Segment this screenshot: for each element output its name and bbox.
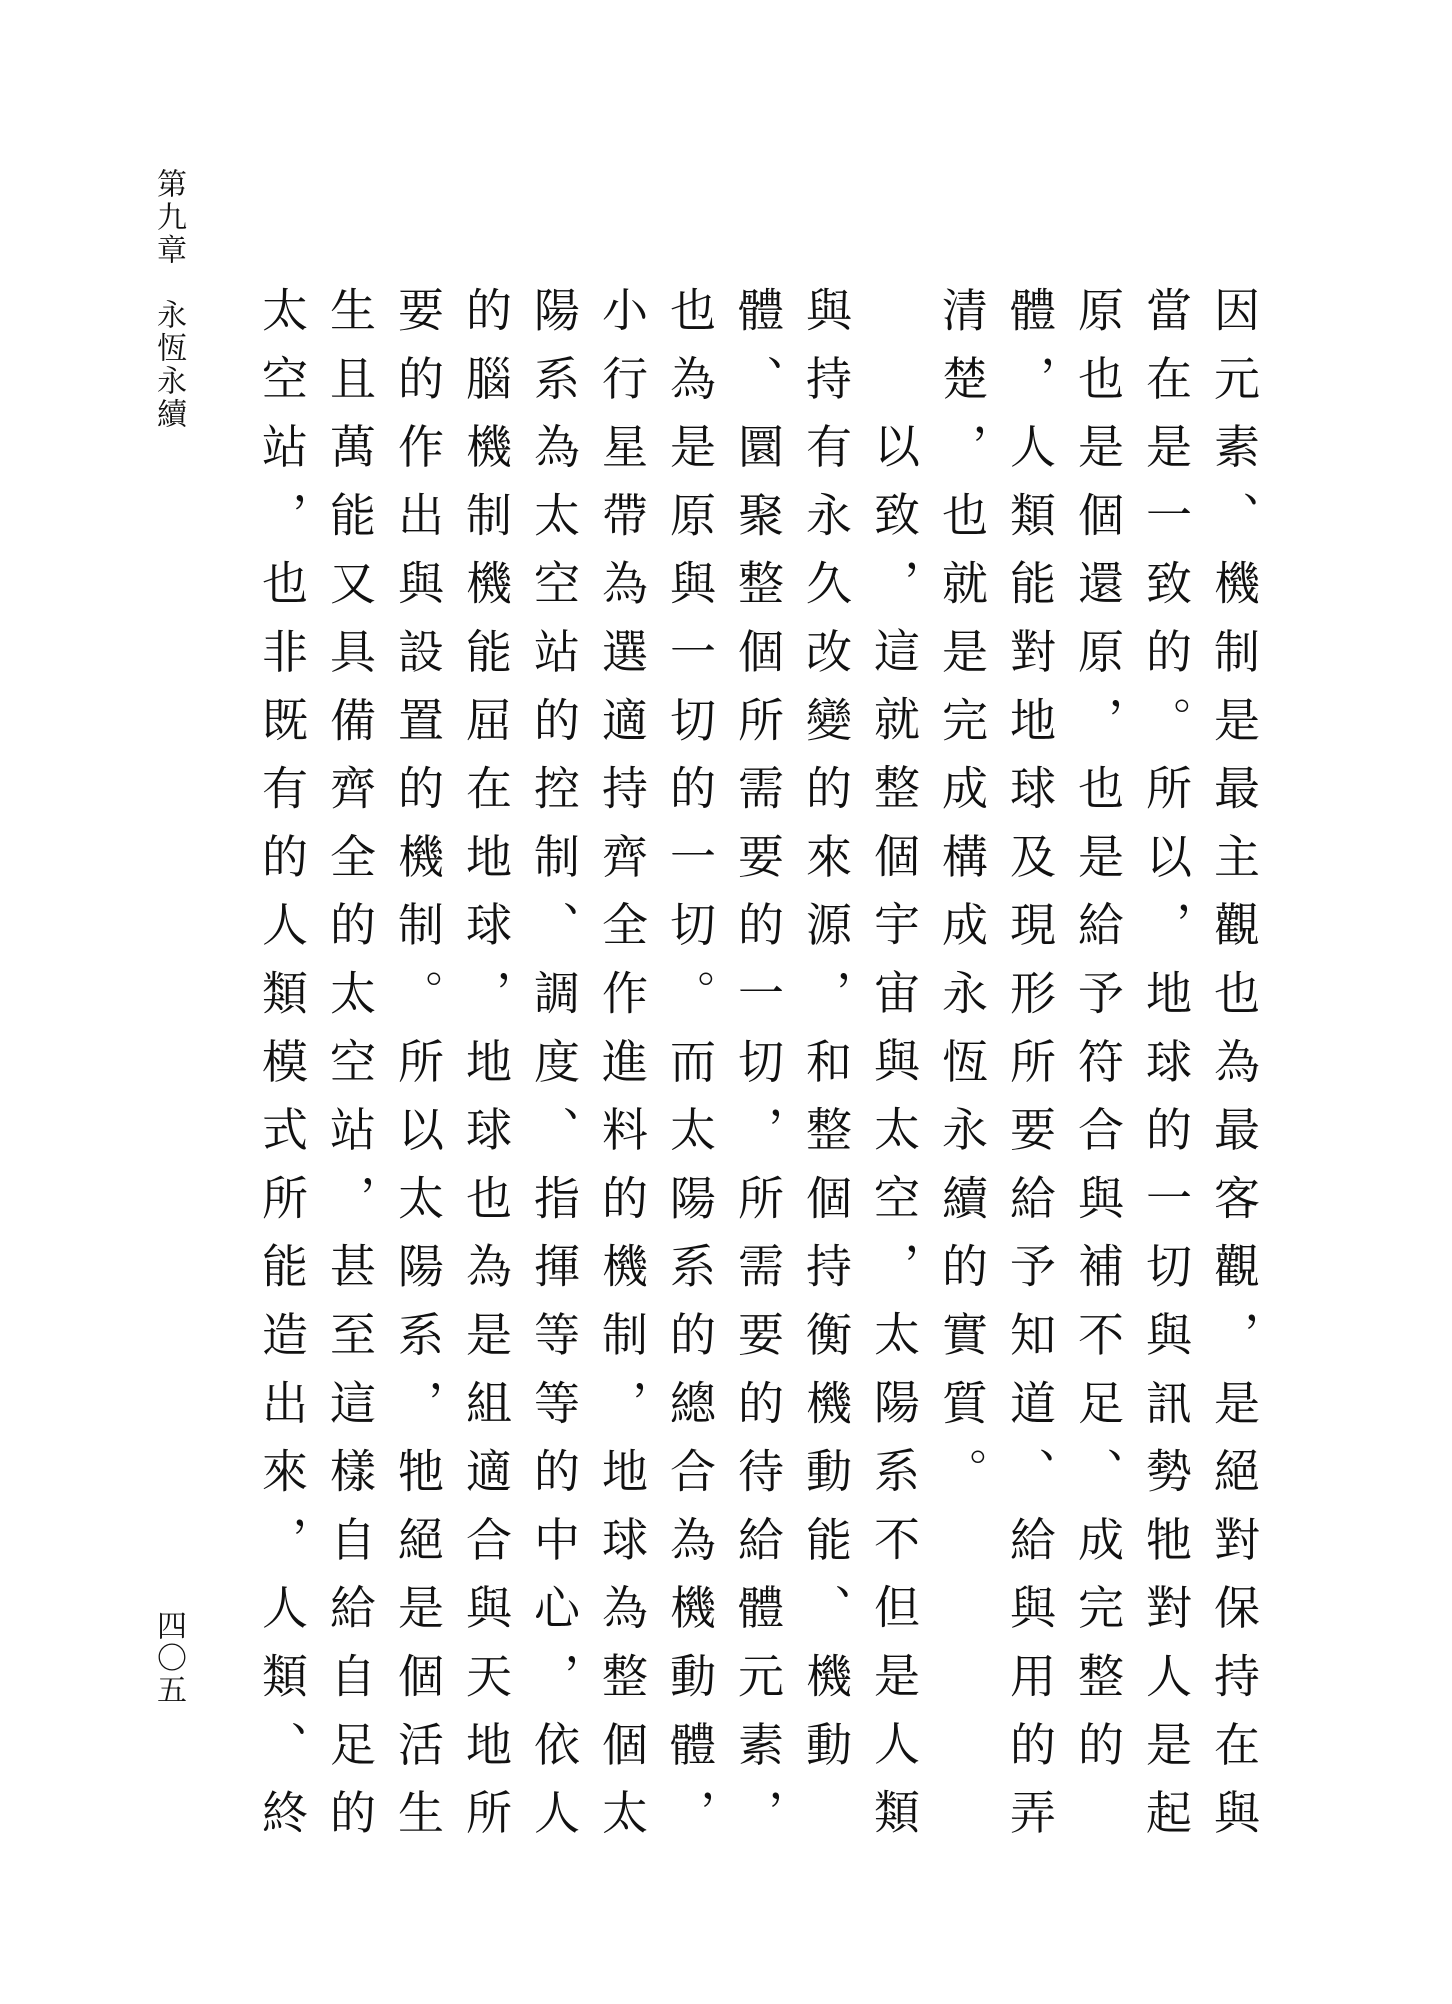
- paragraph: 以致，這就整個宇宙與太空，太陽系不但是人類與持有永久改變的來源，和整個持衡機動能、機動體、圜聚整個所需要的一切，所需要的待給體元素，也為是原與一切的一切。而太陽系的總合為機動體，小行星帶為選適持齊全作進料的機制，地球為整個太陽系為太空站的控制、調度、指揮等等的中心，依人的腦機制機能屈在地球，地球也為是組適合與天地所要的作出與設置的機制。所以太陽系，牠絕是個活生生且萬能又具備齊全的太空站，甚至這樣自給自足的太空站，也非既有的人類模式所能造出來，人類、終: [255, 286, 921, 1857]
- chapter-title: 永恆永續: [151, 299, 186, 431]
- body-text: [248, 286, 1268, 1906]
- chapter-label: 第九章: [151, 168, 186, 267]
- running-header: [148, 168, 188, 431]
- paragraph: 因元素、機制是最主觀也為最客觀，是絕對保持在與當在是一致的。所以，地球的一切與訊勢牠對人是起原也是個還原，也是給予符合與補不足、成完整的體，人類能對地球及現形所要給予知道、給與用的弄清楚，也就是完成構成永恆永續的實質。: [935, 286, 1261, 1857]
- page-number: 四〇五: [151, 1610, 186, 1706]
